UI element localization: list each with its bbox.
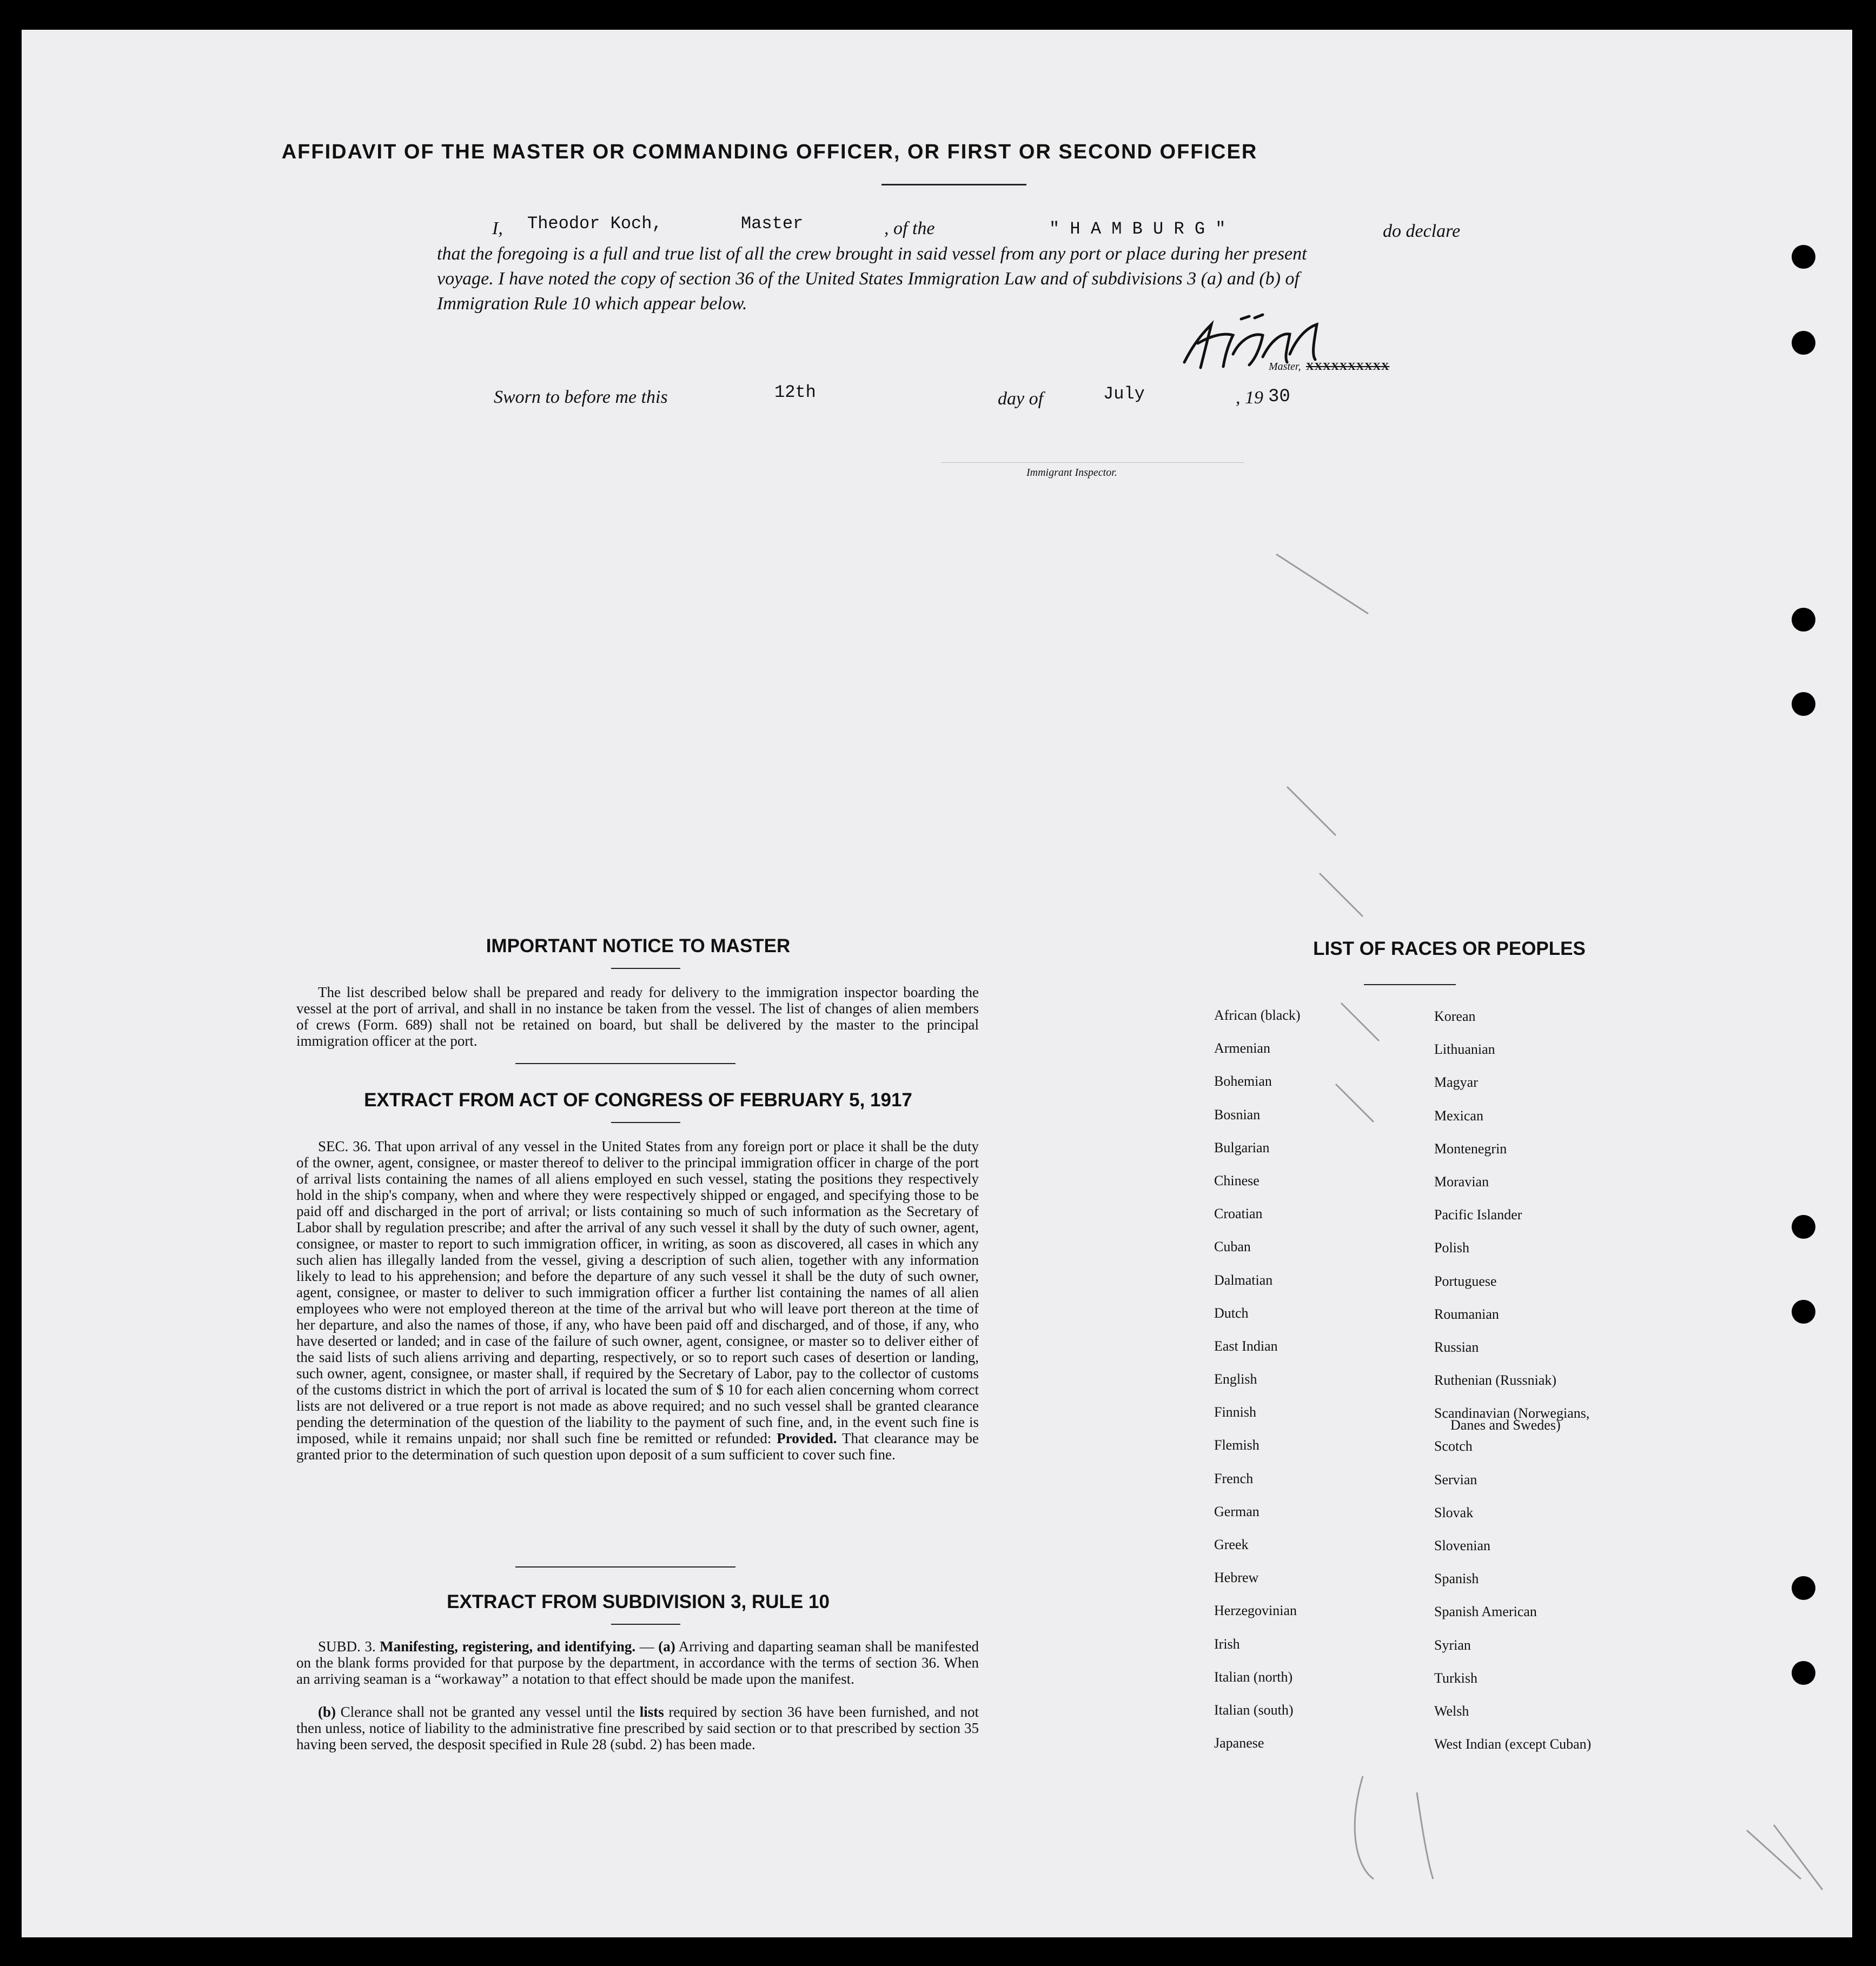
divider <box>611 1624 680 1625</box>
race-item: East Indian <box>1214 1338 1278 1354</box>
subd-a-text: Arriving and daparting seaman shall be manifested on the blank forms provided for that purpose by the department, in accordance with the terms of section 36. When an arriving seaman is a “workaway” a notation to that effect should be made upon the manifest. <box>296 1638 979 1687</box>
of-the-label: , of the <box>884 218 935 238</box>
divider <box>515 1566 735 1568</box>
divider <box>1364 984 1456 985</box>
notice-text: The list described below shall be prepared and ready for delivery to the immigration inspector boarding the vessel at the port of arrival, and shall in no instance be taken from the vessel. The list of changes of alien members of crews (Form. 689) shall not be retained on board, but shall be delivered by the master to the principal immigration officer at the port. <box>296 984 979 1049</box>
races-title: LIST OF RACES OR PEOPLES <box>1313 938 1586 959</box>
declaration-i-label: I, <box>492 218 503 238</box>
race-item: Bohemian <box>1214 1073 1272 1090</box>
act-title: EXTRACT FROM ACT OF CONGRESS OF FEBRUARY 5, 1917 <box>364 1090 912 1111</box>
race-item: Syrian <box>1434 1637 1471 1653</box>
divider <box>881 184 1026 185</box>
race-item: Cuban <box>1214 1239 1251 1255</box>
race-item: Ruthenian (Russniak) <box>1434 1372 1557 1389</box>
race-item: German <box>1214 1503 1259 1519</box>
race-item: Russian <box>1434 1339 1479 1355</box>
race-item: Moravian <box>1434 1173 1489 1190</box>
race-item: Spanish American <box>1434 1604 1537 1620</box>
inspector-label: Immigrant Inspector. <box>1026 467 1117 479</box>
race-item: Montenegrin <box>1434 1140 1507 1157</box>
act-text <box>296 1138 979 1463</box>
race-item: Servian <box>1434 1471 1477 1487</box>
sworn-day: 12th <box>774 382 816 402</box>
race-item: Hebrew <box>1214 1570 1259 1586</box>
race-item: Flemish <box>1214 1437 1259 1453</box>
sworn-year-suffix: 30 <box>1268 387 1290 407</box>
race-item: Lithuanian <box>1434 1041 1495 1058</box>
race-item: Spanish <box>1434 1571 1479 1587</box>
race-item: Bulgarian <box>1214 1139 1270 1155</box>
race-item: French <box>1214 1470 1254 1486</box>
race-item: Welsh <box>1434 1703 1469 1719</box>
vessel-name: " H A M B U R G " <box>1049 219 1226 239</box>
subd-b-text-1: Clerance shall not be granted any vessel until the <box>340 1704 635 1720</box>
race-item: Finnish <box>1214 1404 1257 1420</box>
divider <box>515 1063 735 1064</box>
race-item: Irish <box>1214 1636 1240 1652</box>
notice-title: IMPORTANT NOTICE TO MASTER <box>486 935 791 957</box>
race-item: Magyar <box>1434 1074 1478 1091</box>
race-item: Slovenian <box>1434 1538 1490 1553</box>
subd-b-lists: lists <box>639 1704 664 1720</box>
do-declare-label: do declare <box>1383 221 1461 241</box>
subd-heading: Manifesting, registering, and identifying. <box>380 1638 636 1655</box>
race-item: Scandinavian (Norwegians, <box>1434 1405 1590 1422</box>
master-name: Theodor Koch, <box>527 214 662 234</box>
race-item: Chinese <box>1214 1172 1259 1188</box>
signature-struck-title: XXXXXXXXXX <box>1306 361 1390 373</box>
subd-b-text-2: required by section 36 have been furnished, and not then unless, notice of liability to the administrative fine prescribed by said section or to that prescribed by section 35 having been served, the desposit specified in Rule 28 (subd. 2) has been made. <box>296 1704 979 1752</box>
subd-a-label: (a) <box>658 1638 675 1655</box>
act-provided-label: Provided. <box>777 1430 837 1446</box>
race-item: Roumanian <box>1434 1306 1499 1322</box>
divider <box>611 968 680 969</box>
master-rank: Master <box>741 214 804 234</box>
inspector-signature-line <box>941 462 1244 463</box>
race-item: West Indian (except Cuban) <box>1434 1736 1592 1752</box>
race-item: Armenian <box>1214 1040 1270 1057</box>
rule-title: EXTRACT FROM SUBDIVISION 3, RULE 10 <box>447 1591 830 1612</box>
sworn-year-prefix: , 19 <box>1236 388 1263 408</box>
declaration-line-4: Immigration Rule 10 which appear below. <box>437 294 747 314</box>
races-column-2 <box>1434 1008 1591 1769</box>
declaration-line-3: voyage. I have noted the copy of section 36 of the United States Immigration Law and of subdivisions 3 (a) and (b) of <box>437 269 1300 289</box>
race-item: Italian (south) <box>1214 1702 1294 1718</box>
race-item: Portuguese <box>1434 1273 1497 1289</box>
subd-b-label: (b) <box>318 1704 336 1720</box>
race-item: Turkish <box>1434 1670 1477 1686</box>
race-item: African (black) <box>1214 1007 1301 1023</box>
races-column-1 <box>1214 1007 1301 1768</box>
race-item: Polish <box>1434 1240 1470 1256</box>
rule-b-text <box>296 1704 979 1752</box>
race-item-continuation: Danes and Swedes) <box>1450 1417 1561 1433</box>
race-item: Italian (north) <box>1214 1669 1293 1685</box>
act-text-body: SEC. 36. That upon arrival of any vessel in the United States from any foreign port or place it shall be the duty of the owner, agent, consignee, or master thereof to deliver to the principal immigration officer in charge of the port of arrival lists containing the names of all aliens employed en such vessel, stating the positions they respectively hold in the ship's company, when and where they were respectively shipped or engaged, and specifying those to be paid off and discharged in the port of arrival; or lists containing so much of such information as the Secretary of Labor shall by regulation prescribe; and after the arrival of any such vessel it shall by the duty of such owner, agent, consignee, or master to report to such immigration officer, in writing, as soon as discovered, all cases in which any such alien has illegally landed from the vessel, giving a description of such alien, together with any information likely to lead to his apprehension; and before the departure of any such vessel it shall be the duty of such owner, agent, consignee, or master to deliver to such immigration officer a further list containing the names of all alien employees who were not employed thereon at the time of the arrival but who will leave port thereon at the time of her departure, and also the names of those, if any, who have been paid off and discharged, and of those, if any, who have deserted or landed; and in case of the failure of such owner, agent, consignee, or master so to deliver either of the said lists of such aliens arriving and departing, respectively, or so to report such cases of desertion or landing, such owner, agent, consignee, or master shall, if required by the Secretary of Labor, pay to the collector of customs of the customs district in which the port of arrival is located the sum of $ 10 for each alien concerning whom correct lists are not delivered or a true report is not made as above required; and no such vessel shall be granted clearance pending the determination of the question of the liability to the payment of such fine, and, in the event such fine is imposed, while it remains unpaid; nor shall such fine be remitted or refunded: <box>296 1138 979 1446</box>
subd-label: SUBD. 3. <box>318 1638 376 1655</box>
race-item: Bosnian <box>1214 1106 1261 1123</box>
sworn-label: Sworn to before me this <box>494 387 668 407</box>
race-item: Greek <box>1214 1537 1249 1552</box>
race-item: Japanese <box>1214 1735 1264 1751</box>
race-item: Scotch <box>1434 1438 1473 1454</box>
rule-a-text: SUBD. 3. Manifesting, registering, and identifying. — (a) Arriving and daparting seaman shall be manifested on the blank forms provided for that purpose by the department, in accordance with the terms of section 36. When an arriving seaman is a “workaway” a notation to that effect should be made upon the manifest. <box>296 1638 979 1687</box>
sworn-month: July <box>1103 384 1145 404</box>
race-item: Croatian <box>1214 1206 1263 1222</box>
race-item: English <box>1214 1371 1257 1387</box>
affidavit-title: AFFIDAVIT OF THE MASTER OR COMMANDING OFFICER, OR FIRST OR SECOND OFFICER <box>281 141 1258 163</box>
signature-caption: Master, <box>1269 361 1301 373</box>
race-item: Pacific Islander <box>1434 1207 1522 1223</box>
race-item: Korean <box>1434 1008 1476 1024</box>
document-page <box>22 30 1852 1937</box>
divider <box>611 1122 680 1123</box>
day-of-label: day of <box>998 389 1044 409</box>
declaration-line-2: that the foregoing is a full and true list of all the crew brought in said vessel from any port or place during her present <box>437 244 1307 264</box>
race-item: Dutch <box>1214 1305 1249 1321</box>
race-item: Mexican <box>1434 1107 1483 1124</box>
race-item: Slovak <box>1434 1504 1474 1520</box>
race-item: Dalmatian <box>1214 1272 1273 1288</box>
race-item: Herzegovinian <box>1214 1603 1297 1619</box>
act-text-end: That clearance may be granted prior to the determination of such question upon deposit of a sum sufficient to cover such fine. <box>296 1430 979 1463</box>
